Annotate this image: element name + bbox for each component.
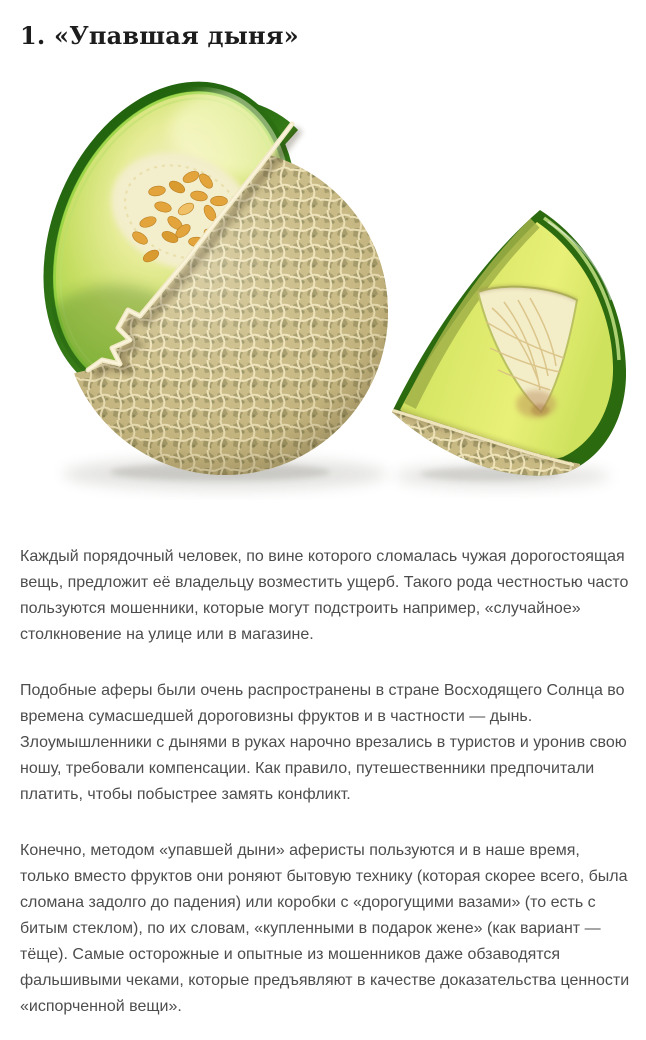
article-paragraph: Каждый порядочный человек, по вине которого сломалась чужая дорогостоящая вещь, предложит её владельцу возместить ущерб. Такого рода честностью часто пользуются мошенники, которые могут подстроить например, «случайное» столкновение на улице или в магазине. — [20, 548, 629, 643]
melon-photo-container — [20, 60, 626, 500]
article-paragraph: Конечно, методом «упавшей дыни» аферисты пользуются и в наше время, только вместо фруктов они роняют бытовую технику (которая скорее всего, была сломана задолго до падения) или коробки с «дорогущими вазами» (то есть с битым стеклом), по их словам, «купленными в подарок жене» (как вариант — тёще). Самые осторожные и опытные из мошенников даже обзаводятся фальшивыми чеками, которые предъявляют в качестве доказательства ценности «испорченной вещи». — [20, 842, 630, 1015]
melon-wedge — [370, 210, 626, 500]
article-paragraph: Подобные аферы были очень распространены в стране Восходящего Солнца во времена сумасшедшей дороговизны фруктов и в частности — дынь. Злоумышленники с дынями в руках нарочно врезались в туристов и уронив свою ношу, требовали компенсации. Как правило, путешественники предпочитали платить, чтобы побыстрее замять конфликт. — [20, 682, 627, 803]
melon-photo — [20, 60, 626, 500]
page-title: 1. «Упавшая дыня» — [20, 21, 299, 50]
whole-melon — [20, 60, 388, 475]
article-body — [20, 544, 632, 1020]
